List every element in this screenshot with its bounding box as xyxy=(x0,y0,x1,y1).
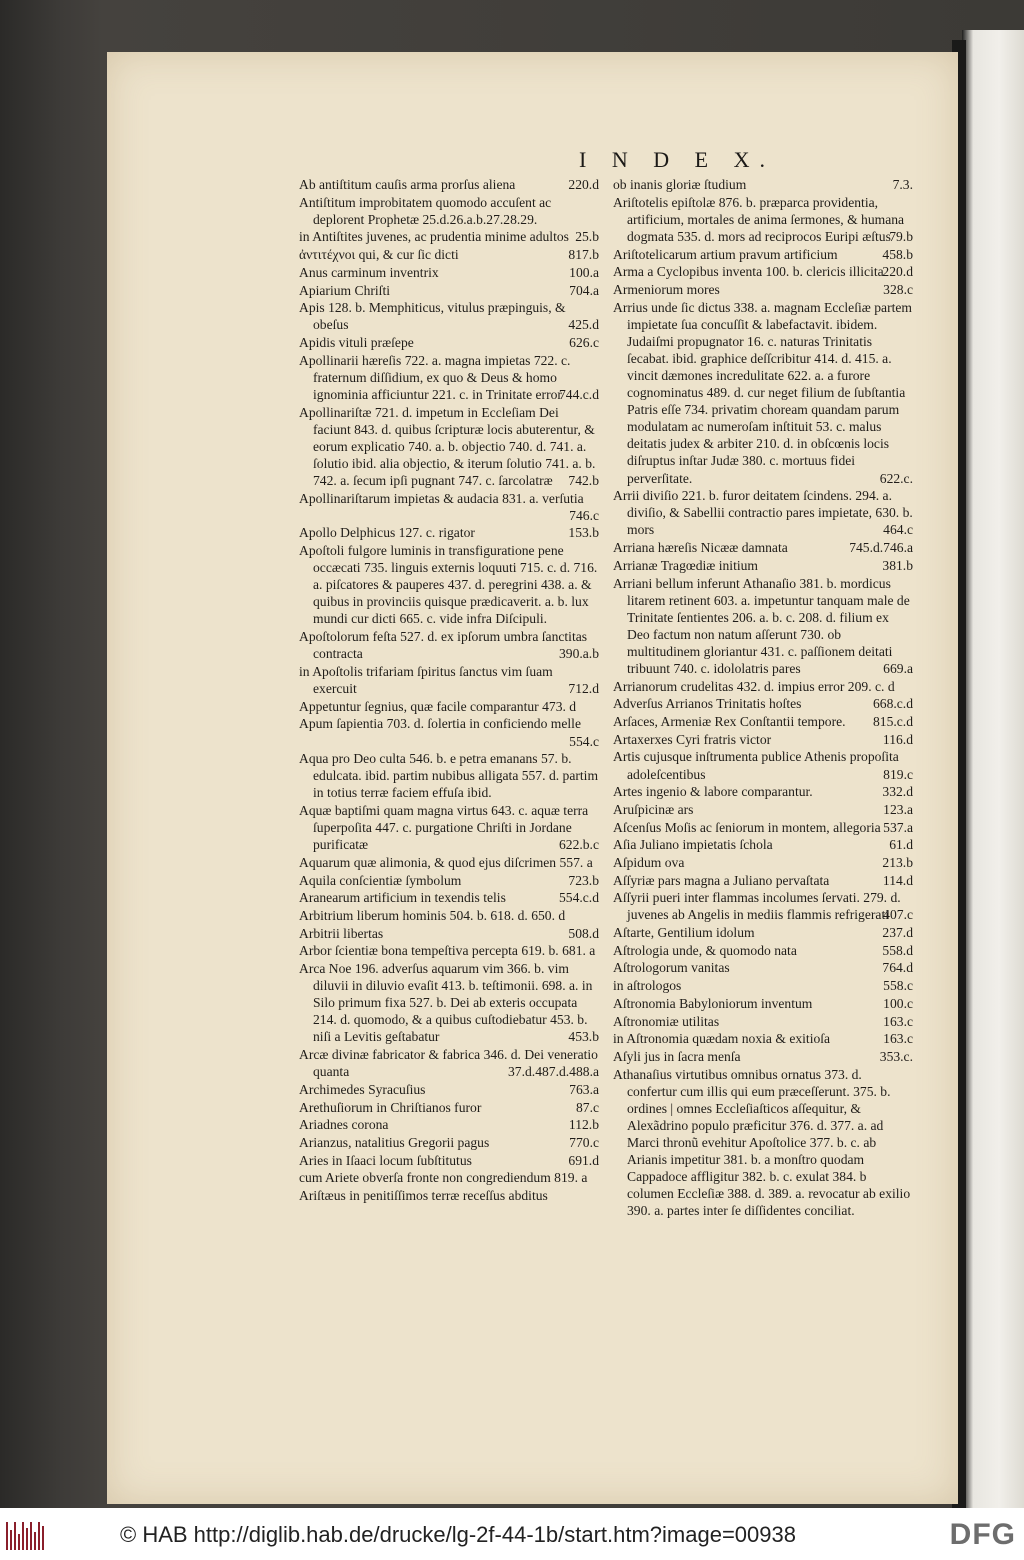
index-entry-page-ref: 61.d xyxy=(889,837,913,853)
index-entry-text: Aſia Juliano impietatis ſchola xyxy=(613,837,773,853)
index-entry-page-ref: 712.d xyxy=(568,681,599,697)
index-entry-text: Arca Noe 196. adverſus aquarum vim 366. b. vim diluvii in diluvio evaſit 413. b. teſtimonii. 698. a. in Silo primum fixa 527. b. Dei ab exteris occupata 214. d. quomodo, & a quibus cuſtodiebatur 453. b. niſi a Levitis geſtabatur xyxy=(299,961,593,1045)
index-column-left xyxy=(299,176,599,1205)
index-entry-page-ref: 163.c xyxy=(883,1013,913,1029)
index-entry xyxy=(613,557,913,574)
index-entry xyxy=(299,282,599,299)
index-entry-text: cum Ariete obverſa fronte non congrediendum 819. a xyxy=(299,1170,588,1186)
index-entry xyxy=(299,490,599,524)
index-entry xyxy=(613,695,913,712)
index-entry-text: Ariadnes corona xyxy=(299,1117,389,1133)
index-entry-page-ref: 116.d xyxy=(882,731,913,747)
index-entry xyxy=(613,299,913,487)
index-entry xyxy=(299,404,599,489)
index-entry-text: Aries in Iſaaci locum ſubſtitutus xyxy=(299,1152,472,1168)
index-entry-page-ref: 558.d xyxy=(882,942,913,958)
index-entry-page-ref: 163.c xyxy=(883,1031,913,1047)
index-entry-page-ref: 213.b xyxy=(882,854,913,870)
index-entry-text: Appetuntur ſegnius, quæ facile comparantur 473. d xyxy=(299,698,577,714)
index-entry-page-ref: 112.b xyxy=(568,1117,599,1133)
index-entry xyxy=(613,575,913,678)
index-entry-page-ref: 7.3. xyxy=(892,177,913,192)
index-entry xyxy=(299,750,599,801)
index-entry-text: Apum ſapientia 703. d. ſolertia in conficiendo melle xyxy=(299,716,581,732)
index-entry xyxy=(299,907,599,924)
index-entry xyxy=(299,663,599,697)
index-entry-text: Ab antiſtitum cauſis arma prorſus aliena xyxy=(299,177,516,192)
index-entry xyxy=(613,1048,913,1065)
index-entry-page-ref: 220.d xyxy=(882,264,913,280)
index-entry-text: Apollo Delphicus 127. c. rigator xyxy=(299,525,475,541)
index-entry-page-ref: 668.c.d xyxy=(872,696,913,712)
index-entry-text: Apiarium Chriſti xyxy=(299,282,390,298)
book-page xyxy=(107,52,958,1504)
index-entry-page-ref: 37.d.487.d.488.a xyxy=(508,1064,599,1080)
index-entry-text: Artis cujusque inſtrumenta publice Athenis propoſita adoleſcentibus xyxy=(613,749,899,782)
index-entry-text: Aranearum artificium in texendis telis xyxy=(299,890,506,906)
index-entry-text: Aſſyrii pueri inter flammas incolumes ſervati. 279. d. juvenes ab Angelis in mediis flammis refrigerati xyxy=(613,890,901,923)
index-entry-text: Arrii diviſio 221. b. furor deitatem ſcindens. 294. a. diviſio, & Sabellii contractio pares impietate, 630. b. mors xyxy=(613,488,913,538)
index-entry xyxy=(613,889,913,923)
index-entry-text: Apidis vituli præſepe xyxy=(299,335,414,350)
index-entry xyxy=(613,194,913,245)
index-entry-page-ref: 220.d xyxy=(568,177,599,192)
index-entry-text: Aquila conſcientiæ ſymbolum xyxy=(299,872,462,888)
index-entry xyxy=(299,715,599,749)
index-entry-text: Aſtrologorum vanitas xyxy=(613,960,730,976)
index-entry-page-ref: 815.c.d xyxy=(872,714,913,730)
index-entry-text: Arrianæ Tragœdiæ initium xyxy=(613,557,759,573)
index-entry xyxy=(613,246,913,263)
index-entry-text: Apoſtoli fulgore luminis in transfiguratione pene occæcati 735. linguis externis loquuti 715. c. d. 716. a. piſcatores & pauperes 437. d. peregrini 438. a. & quibus in provinciis quisque prædicaverit. a. b. lux mundi cur dicti 665. c. vide infra Diſcipuli. xyxy=(299,543,598,627)
index-entry xyxy=(299,264,599,281)
index-entry-page-ref: 425.d xyxy=(568,317,599,333)
index-entry-page-ref: 458.b xyxy=(882,246,913,262)
index-entry-text: Arſaces, Armeniæ Rex Conſtantii tempore. xyxy=(613,714,846,730)
index-entry xyxy=(299,960,599,1045)
index-entry-page-ref: 353.c. xyxy=(879,1048,913,1064)
index-entry-text: Apollinarii hæreſis 722. a. magna impietas 722. c. fraternum diſſidium, ex quo & Deus & homo ignominia afficiuntur 221. c. in Trinitate error xyxy=(299,352,571,402)
index-entry xyxy=(613,1066,913,1220)
index-entry xyxy=(613,487,913,538)
copyright-link[interactable]: © HAB http://diglib.hab.de/drucke/lg-2f-44-1b/start.htm?image=00938 xyxy=(120,1522,796,1547)
index-entry-page-ref: 691.d xyxy=(568,1152,599,1168)
index-entry-text: Arbitrium liberum hominis 504. b. 618. d. 650. d xyxy=(299,908,566,923)
index-entry xyxy=(613,924,913,941)
index-entry xyxy=(613,731,913,748)
index-entry-page-ref: 745.d.746.a xyxy=(849,540,913,556)
index-entry-text: Arriani bellum inferunt Athanaſio 381. b. mordicus litarem retinent 603. a. impetuntur tanquam male de Trinitate ſentientes 206. a. b. c. 208. d. filium ex Deo factum non natum aſſerunt 730. ob multitudinem gloriantur 431. c. paſſionem deitati tribuunt 740. c. idololatris pares xyxy=(613,575,910,676)
index-entry-text: in Antiſtites juvenes, ac prudentia minime adultos xyxy=(299,229,569,245)
index-entry xyxy=(613,539,913,556)
index-entry-page-ref: 622.c. xyxy=(879,470,913,486)
running-head: I N D E X. xyxy=(579,147,775,172)
index-entry xyxy=(299,1081,599,1098)
index-entry xyxy=(299,352,599,403)
index-entry xyxy=(613,176,913,193)
index-entry xyxy=(613,678,913,695)
index-entry xyxy=(299,1169,599,1186)
index-entry xyxy=(299,228,599,245)
index-entry xyxy=(613,801,913,818)
index-entry-text: Arriana hæreſis Nicææ damnata xyxy=(613,540,788,556)
index-entry xyxy=(299,524,599,541)
dfg-logo: DFG xyxy=(949,1518,1016,1551)
index-entry-page-ref: 390.a.b xyxy=(558,646,599,662)
index-entry-page-ref: 537.a xyxy=(883,819,913,835)
index-entry-page-ref: 381.b xyxy=(882,557,913,573)
index-entry xyxy=(613,1013,913,1030)
index-entry-text: Antiſtitum improbitatem quomodo accuſent ac deplorent Prophetæ 25.d.26.a.b.27.28.29. xyxy=(299,194,552,227)
index-entry-page-ref: 453.b xyxy=(568,1029,599,1045)
index-entry xyxy=(613,959,913,976)
index-entry-page-ref: 704.a xyxy=(569,282,599,298)
index-entry xyxy=(299,1134,599,1151)
index-entry-text: in Apoſtolis trifariam ſpiritus ſanctus vim ſuam exercuit xyxy=(299,663,553,697)
index-entry xyxy=(613,263,913,280)
index-entry-page-ref: 153.b xyxy=(568,525,599,541)
index-entry xyxy=(613,977,913,994)
index-entry-page-ref: 79.b xyxy=(889,228,913,244)
index-entry-page-ref: 328.c xyxy=(883,281,913,297)
index-column-right xyxy=(613,176,913,1220)
index-entry-page-ref: 622.b.c xyxy=(558,837,599,853)
index-entry xyxy=(613,1030,913,1047)
index-entry-text: ob inanis gloriæ ſtudium xyxy=(613,177,747,192)
index-entry-text: Arethuſiorum in Chriſtianos furor xyxy=(299,1099,482,1115)
index-entry-text: in aſtrologos xyxy=(613,978,682,994)
index-entry-text: Ariſtotelicarum artium pravum artificium xyxy=(613,246,838,262)
index-entry-text: Arcæ divinæ fabricator & fabrica 346. d. Dei veneratio quanta xyxy=(299,1047,598,1080)
index-entry-text: Aſcenſus Moſis ac ſeniorum in montem, allegoria xyxy=(613,819,881,835)
index-entry xyxy=(613,854,913,871)
index-entry-text: Aſtronomiæ utilitas xyxy=(613,1013,720,1029)
index-entry-text: Aſtrologia unde, & quomodo nata xyxy=(613,942,797,958)
index-entry xyxy=(299,299,599,333)
index-entry-page-ref: 669.a xyxy=(883,660,913,676)
index-entry-text: Artes ingenio & labore comparantur. xyxy=(613,784,813,800)
index-entry-text: Aruſpicinæ ars xyxy=(613,801,694,817)
viewer-footer xyxy=(0,1508,1024,1560)
index-entry-text: Arbitrii libertas xyxy=(299,925,384,941)
index-entry-page-ref: 746.c xyxy=(569,507,599,523)
index-entry xyxy=(299,925,599,942)
index-entry-text: Apollinariſtarum impietas & audacia 831. a. verſutia xyxy=(299,490,584,506)
index-entry-page-ref: 770.c xyxy=(569,1134,599,1150)
index-entry-text: Artaxerxes Cyri fratris victor xyxy=(613,731,772,747)
index-entry xyxy=(299,246,599,263)
index-entry-text: Aqua pro Deo culta 546. b. e petra emanans 57. b. edulcata. ibid. partim nubibus alligata 557. d. partim in totius terræ faciem effuſa ibid. xyxy=(299,751,599,801)
index-entry-page-ref: 723.b xyxy=(568,872,599,888)
index-entry-text: in Aſtronomia quædam noxia & exitioſa xyxy=(613,1031,831,1047)
index-entry-page-ref: 25.b xyxy=(575,229,599,245)
index-entry xyxy=(299,628,599,662)
index-entry-page-ref: 332.d xyxy=(882,784,913,800)
index-entry-text: Arbor ſcientiæ bona tempeſtiva percepta 619. b. 681. a xyxy=(299,943,596,959)
index-entry-page-ref: 464.c xyxy=(883,522,913,538)
index-entry-text: Aquæ baptiſmi quam magna virtus 643. c. aquæ terra ſuperpoſita 447. c. purgatione Chriſti in Jordane purificatæ xyxy=(299,803,589,853)
index-entry xyxy=(613,995,913,1012)
index-entry-page-ref: 742.b xyxy=(568,472,599,488)
hab-logo-icon xyxy=(6,1522,48,1550)
index-entry xyxy=(299,872,599,889)
index-entry xyxy=(299,942,599,959)
index-entry xyxy=(613,942,913,959)
index-entry xyxy=(299,334,599,351)
index-entry-text: Aſyli jus in ſacra menſa xyxy=(613,1048,741,1064)
index-entry xyxy=(299,176,599,193)
index-entry-page-ref: 764.d xyxy=(882,960,913,976)
index-entry-page-ref: 114.d xyxy=(882,872,913,888)
index-entry-page-ref: 744.c.d xyxy=(558,386,599,402)
index-entry xyxy=(299,1099,599,1116)
index-entry-text: Ariſtæus in penitiſſimos terræ receſſus abditus xyxy=(299,1188,548,1204)
index-entry-page-ref: 100.c xyxy=(883,995,913,1011)
index-entry xyxy=(299,1116,599,1133)
index-entry-page-ref: 407.c xyxy=(883,907,913,923)
index-entry-text: Archimedes Syracuſius xyxy=(299,1081,426,1097)
index-entry-page-ref: 554.c xyxy=(569,733,599,749)
index-entry-text: Aſſyriæ pars magna a Juliano pervaſtata xyxy=(613,872,830,888)
index-entry-page-ref: 554.c.d xyxy=(558,890,599,906)
index-entry-text: Arrius unde ſic dictus 338. a. magnam Eccleſiæ partem impietate ſua concuſſit & labefactavit. ibidem. Judaiſmi propugnator 16. c. naturas Trinitatis ſecabat. ibid. graphice deſſcribitur 414. d. 415. a. vincit dæmones incredulitate 622. a. a furore cognominatus 489. d. cur neget filium de ſubſtantia Patris eſſe 734. privatim choream quandam parum modulatam ac numeroſam inſtituit 53. c. malus deitatis judex & arbiter 210. d. in obſcœnis locis diſruptus inſtar Judæ 380. c. mortuus fidei perverſitate. xyxy=(613,299,912,486)
index-entry xyxy=(299,889,599,906)
index-entry-text: Arma a Cyclopibus inventa 100. b. clericis illicita xyxy=(613,264,884,280)
index-entry-text: Apollinariſtæ 721. d. impetum in Eccleſiam Dei faciunt 843. d. quibus ſcripturæ locis abuterentur, & eorum explicatio 740. a. b. objectio 740. d. 741. a. ſolutio ibid. alia objectio, & iterum ſolutio 741. a. b. 742. a. ſecum ipſi pugnant 747. c. ſarcolatræ xyxy=(299,404,596,488)
index-entry xyxy=(613,819,913,836)
index-entry xyxy=(299,698,599,715)
index-entry xyxy=(613,748,913,782)
index-entry-text: Aſtronomia Babyloniorum inventum xyxy=(613,995,813,1011)
index-entry-page-ref: 763.a xyxy=(569,1081,599,1097)
index-entry-page-ref: 123.a xyxy=(883,801,913,817)
index-entry xyxy=(613,836,913,853)
index-entry-text: Armeniorum mores xyxy=(613,281,720,297)
index-entry-page-ref: 508.d xyxy=(568,925,599,941)
index-entry xyxy=(299,194,599,228)
index-entry xyxy=(613,783,913,800)
index-entry-page-ref: 237.d xyxy=(882,925,913,941)
index-entry-page-ref: 100.a xyxy=(569,264,599,280)
index-entry-text: Aſtarte, Gentilium idolum xyxy=(613,925,755,941)
index-entry xyxy=(299,854,599,871)
index-entry-text: Aſpidum ova xyxy=(613,854,685,870)
index-entry-text: Aquarum quæ alimonia, & quod ejus diſcrimen 557. a xyxy=(299,854,593,870)
index-entry-text: Anus carminum inventrix xyxy=(299,264,439,280)
index-entry-text: Apoſtolorum feſta 527. d. ex ipſorum umbra ſanctitas contracta xyxy=(299,629,588,662)
index-entry xyxy=(613,713,913,730)
index-entry-text: Athanaſius virtutibus omnibus ornatus 373. d. confertur cum illis qui eum præceſſerunt. 375. b. ordines | omnes Eccleſiaſticos aſſequitur, & Alexãdrino populo præficitur 376. d. 377. a. ad Marci thronũ evehitur Apoſtolice 377. b. c. ab Arianis impetitur 381. b. a monſtro quodam Cappadoce affligitur 382. b. c. exulat 384. b columen Eccleſiæ 388. d. 389. a. revocatur ab exilio 390. a. partes inter ſe diſſidentes conciliat. xyxy=(613,1066,911,1219)
index-entry-text: Arrianorum crudelitas 432. d. impius error 209. c. d xyxy=(613,678,895,694)
index-entry xyxy=(299,802,599,853)
index-entry-page-ref: 558.c xyxy=(883,978,913,994)
index-entry xyxy=(299,1152,599,1169)
index-entry xyxy=(299,1046,599,1080)
index-entry-page-ref: 817.b xyxy=(568,247,599,263)
index-entry-page-ref: 87.c xyxy=(575,1099,599,1115)
index-entry-page-ref: 626.c xyxy=(569,335,599,350)
index-entry xyxy=(613,281,913,298)
index-entry xyxy=(613,872,913,889)
index-entry-text: Arianzus, natalitius Gregorii pagus xyxy=(299,1134,490,1150)
index-entry-text: Ariſtotelis epiſtolæ 876. b. præparca providentia, artificium, mortales de anima ſermones, & humana dogmata 535. d. mors ad reciprocos Euripi æſtus xyxy=(613,194,905,244)
index-entry-text: Adverſus Arrianos Trinitatis hoſtes xyxy=(613,696,802,712)
index-entry-page-ref: 819.c xyxy=(883,766,913,782)
index-entry-text: Apis 128. b. Memphiticus, vitulus præpinguis, & obeſus xyxy=(299,300,566,333)
index-entry xyxy=(299,542,599,627)
index-entry-text: ἀντιτέχνοι qui, & cur ſic dicti xyxy=(299,247,459,263)
index-entry xyxy=(299,1187,599,1204)
facing-page-edge xyxy=(962,30,1024,1508)
